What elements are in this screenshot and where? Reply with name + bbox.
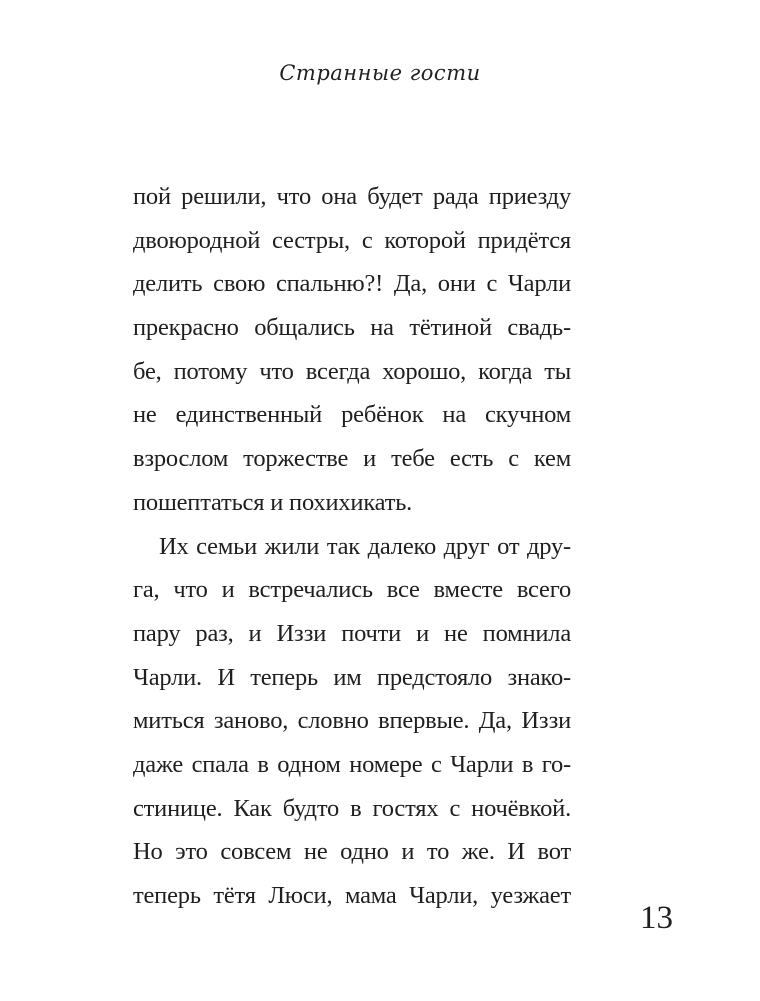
- body-text: [133, 175, 571, 918]
- text-line: прекрасно общались на тётиной свадь-: [133, 314, 571, 342]
- text-line: взрослом торжестве и тебе есть с кем: [133, 445, 571, 473]
- text-line: двоюродной сестры, с которой придётся: [133, 226, 571, 254]
- text-line: даже спала в одном номере с Чарли в го-: [133, 750, 571, 778]
- text-line: га, что и встречались все вместе всего: [133, 576, 571, 604]
- text-line: пару раз, и Иззи почти и не помнила: [133, 619, 571, 647]
- text-line: теперь тётя Люси, мама Чарли, уезжает: [133, 882, 571, 909]
- text-line: Но это совсем не одно и то же. И вот: [133, 838, 571, 866]
- text-line: стинице. Как будто в гостях с ночёвкой.: [133, 794, 571, 822]
- text-line: делить свою спальню?! Да, они с Чарли: [133, 270, 571, 298]
- text-line-paragraph-end: пошептаться и похихикать.: [133, 488, 413, 516]
- text-line-paragraph-start: Их семьи жили так далеко друг от дру-: [159, 532, 571, 560]
- text-line: не единственный ребёнок на скучном: [133, 401, 571, 429]
- text-line: Чарли. И теперь им предстояло знако-: [133, 663, 571, 691]
- running-header: Странные гости: [279, 61, 481, 85]
- text-line: миться заново, словно впервые. Да, Иззи: [133, 707, 571, 735]
- page-number: 13: [640, 900, 673, 936]
- text-line: пой решили, что она будет рада приезду: [133, 183, 571, 210]
- text-line: бе, потому что всегда хорошо, когда ты: [133, 357, 571, 385]
